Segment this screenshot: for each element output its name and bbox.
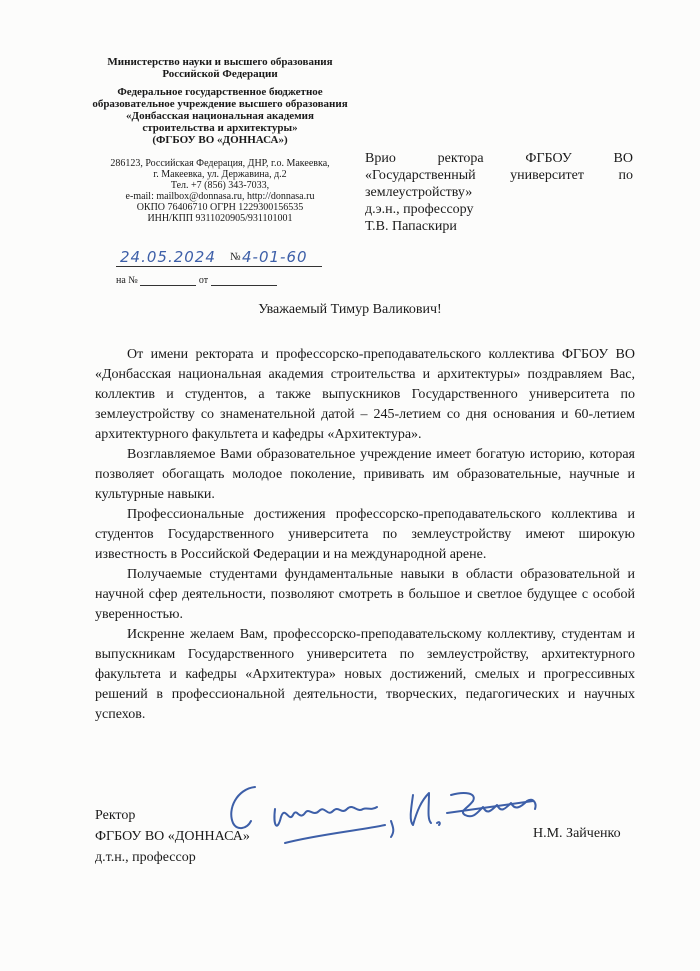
signatory-organization: ФГБОУ ВО «ДОННАСА» (95, 829, 250, 844)
body-paragraph: От имени ректората и профессорско-преподавательского коллектива ФГБОУ ВО «Донбасская национальная академия строительства и архитектуры» поздравляем Вас, коллектив и студентов, а также выпускников Государственного университета по землеустройству со знаменательной датой – 245-летием со дня основания и 60-летием архитектурного факультета и кафедры «Архитектура». (95, 347, 635, 442)
organization-name (80, 86, 360, 146)
contact-line: ИНН/КПП 9311020905/931101001 (147, 213, 293, 224)
addressee-block (365, 150, 633, 235)
letter-body (95, 345, 635, 725)
reference-line (116, 275, 277, 286)
reference-number-blank (140, 275, 196, 286)
ministry-line: Министерство науки и высшего образования (107, 56, 333, 68)
addressee-name: Т.В. Папаскири (365, 219, 457, 234)
org-contacts (80, 158, 360, 224)
signatory-position (95, 805, 250, 868)
org-line: «Донбасская национальная академия (126, 110, 314, 122)
contact-line: ОКПО 76406710 ОГРН 1229300156535 (136, 202, 304, 213)
org-line: Федеральное государственное бюджетное (117, 86, 323, 98)
signatory-degree: д.т.н., профессор (95, 850, 196, 865)
reference-prefix: на № (116, 275, 138, 286)
org-line: (ФГБОУ ВО «ДОННАСА») (152, 134, 288, 146)
letterhead (80, 56, 360, 224)
registration-number: 4-01-60 (242, 248, 308, 266)
registration-date: 24.05.2024 (120, 248, 216, 266)
org-line: образовательное учреждение высшего образования (92, 98, 348, 110)
addressee-word: ФГБОУ (525, 151, 572, 166)
registration-number-sign: № (230, 251, 241, 263)
handwritten-signature (215, 765, 555, 855)
greeting: Уважаемый Тимур Валикович! (258, 302, 442, 317)
addressee-word: ВО (613, 151, 633, 166)
addressee-word: по (618, 168, 633, 183)
addressee-title: д.э.н., профессору (365, 202, 474, 217)
contact-line: 286123, Российская Федерация, ДНР, г.о. Макеевка, (110, 158, 330, 169)
signatory-title: Ректор (95, 808, 136, 823)
addressee-word: «Государственный (365, 168, 476, 183)
reference-date-blank (211, 275, 277, 286)
body-paragraph: Возглавляемое Вами образовательное учреждение имеет богатую историю, которая позволяет обогащать молодое поколение, прививать им образовательные, научные и культурные навыки. (95, 447, 635, 502)
addressee-line (365, 167, 633, 184)
signatory-name: Н.М. Зайченко (533, 826, 621, 841)
contact-line: e-mail: mailbox@donnasa.ru, http://donnasa.ru (125, 191, 315, 202)
addressee-word: ректора (437, 151, 484, 166)
body-paragraph: Получаемые студентами фундаментальные навыки в области образовательной и научной сфер деятельности, позволяют смотреть в большое и светлое будущее с особой уверенностью. (95, 567, 635, 622)
addressee-line (365, 150, 633, 167)
addressee-word: Врио (365, 151, 396, 166)
contact-line: Тел. +7 (856) 343-7033, (170, 180, 270, 191)
contact-line: г. Макеевка, ул. Державина, д.2 (153, 169, 287, 180)
body-paragraph: Искренне желаем Вам, профессорско-преподавательскому коллективу, студентам и выпускникам Государственного университета по землеустройству, архитектурного факультета и кафедры «Архитектура» новых достижений, смелых и прогрессивных решений в профессиональной деятельности, творческих, педагогических и научных успехов. (95, 627, 635, 722)
registration-line (116, 248, 326, 270)
addressee-line: землеустройству» (365, 185, 473, 200)
reference-from: от (198, 275, 209, 286)
registration-underline (116, 266, 322, 267)
addressee-word: университет (510, 168, 585, 183)
ministry-name (80, 56, 360, 80)
body-paragraph: Профессиональные достижения профессорско-преподавательского коллектива и студентов Государственного университета по землеустройству имеют широкую известность в Российской Федерации и на международной арене. (95, 507, 635, 562)
ministry-line: Российской Федерации (162, 68, 278, 80)
org-line: строительства и архитектуры» (142, 122, 298, 134)
